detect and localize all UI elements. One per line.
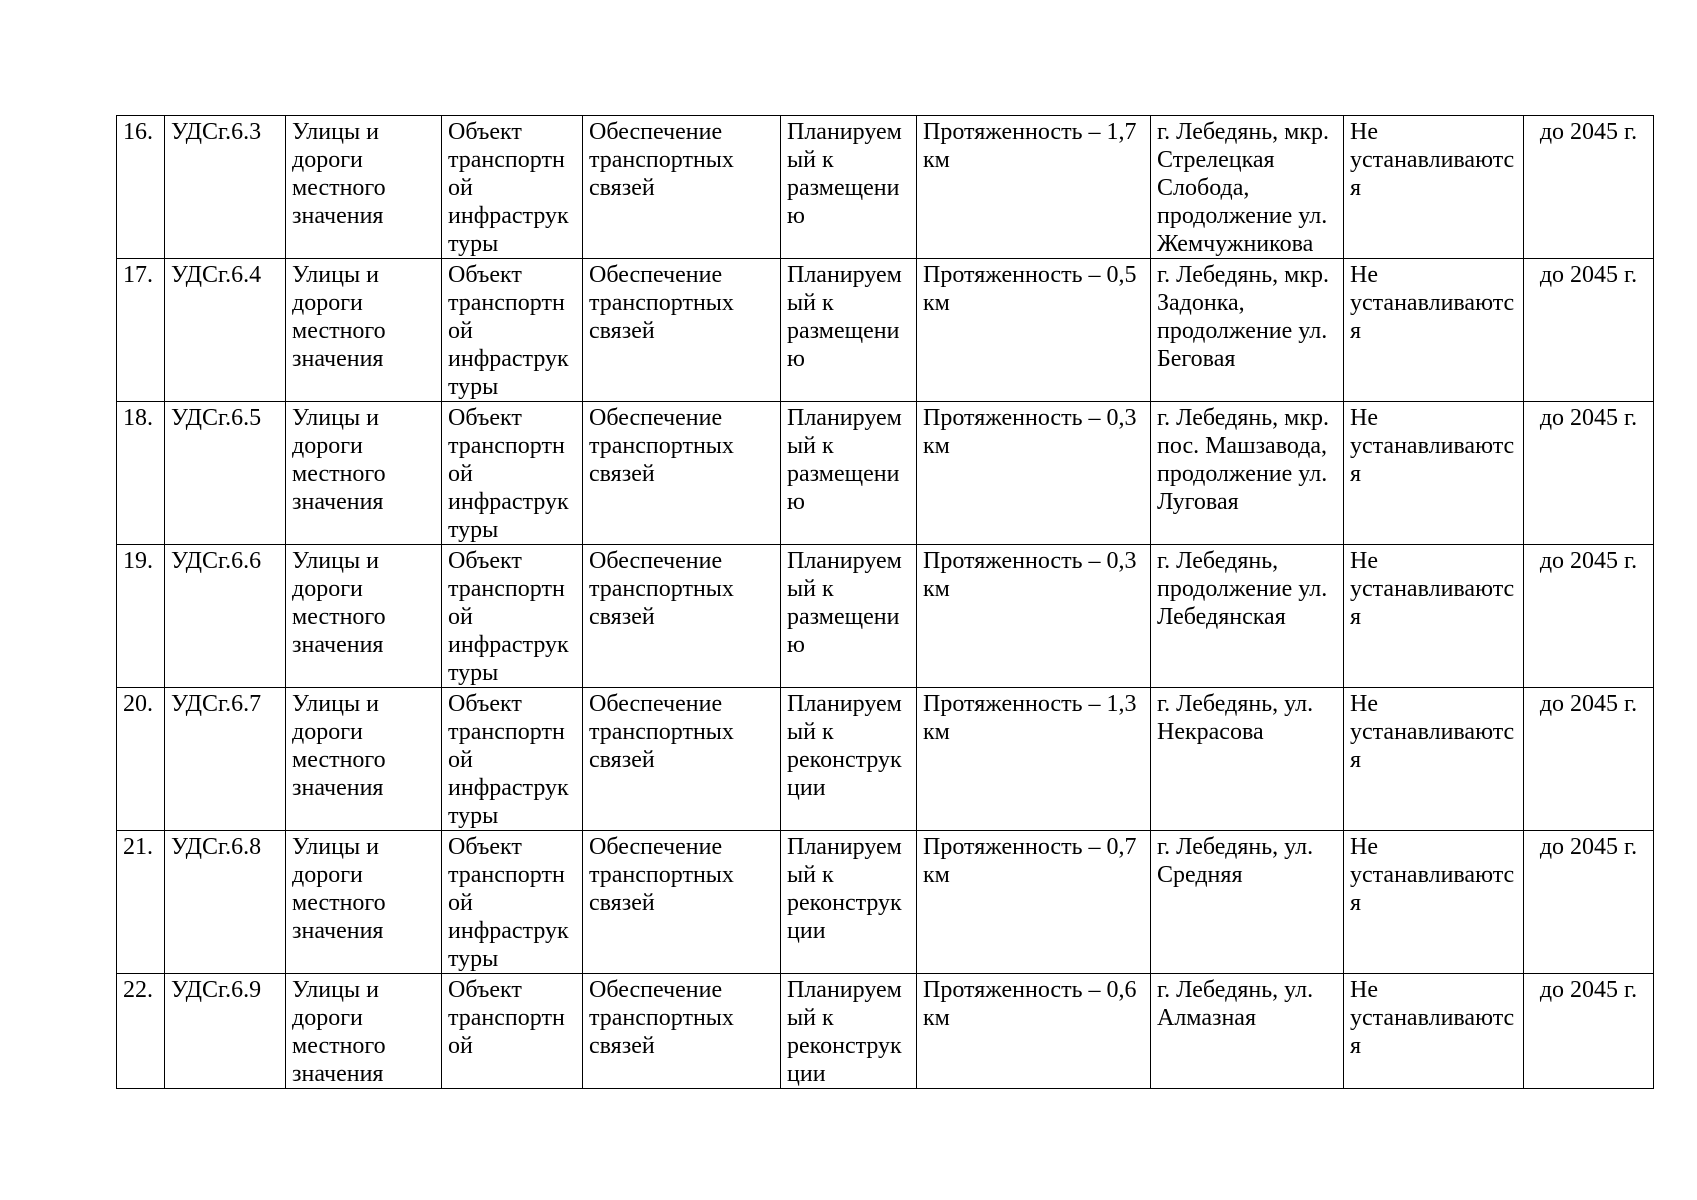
table-row (117, 688, 1654, 831)
cell-name: Улицы и дороги местного значения (286, 831, 442, 974)
cell-location: г. Лебедянь, мкр. пос. Машзавода, продолжение ул. Луговая (1151, 402, 1344, 545)
cell-number: 22. (117, 974, 165, 1089)
cell-zones: Не устанавливаются (1344, 831, 1524, 974)
cell-purpose: Обеспечение транспортных связей (583, 116, 781, 259)
cell-number: 16. (117, 116, 165, 259)
cell-name: Улицы и дороги местного значения (286, 116, 442, 259)
cell-status: Планируемый к реконструкции (781, 688, 917, 831)
cell-number: 18. (117, 402, 165, 545)
table-row (117, 974, 1654, 1089)
cell-term: до 2045 г. (1524, 545, 1654, 688)
cell-term: до 2045 г. (1524, 259, 1654, 402)
cell-characteristics: Протяженность – 0,7 км (917, 831, 1151, 974)
cell-number: 20. (117, 688, 165, 831)
cell-location: г. Лебедянь, ул. Алмазная (1151, 974, 1344, 1089)
cell-status: Планируемый к размещению (781, 116, 917, 259)
cell-zones: Не устанавливаются (1344, 545, 1524, 688)
cell-name: Улицы и дороги местного значения (286, 974, 442, 1089)
cell-name: Улицы и дороги местного значения (286, 402, 442, 545)
cell-characteristics: Протяженность – 0,3 км (917, 545, 1151, 688)
cell-location: г. Лебедянь, ул. Средняя (1151, 831, 1344, 974)
cell-type: Объект транспортной (442, 974, 583, 1089)
cell-name: Улицы и дороги местного значения (286, 259, 442, 402)
cell-term: до 2045 г. (1524, 402, 1654, 545)
cell-code: УДСг.6.7 (165, 688, 286, 831)
cell-number: 21. (117, 831, 165, 974)
cell-code: УДСг.6.6 (165, 545, 286, 688)
cell-purpose: Обеспечение транспортных связей (583, 974, 781, 1089)
cell-term: до 2045 г. (1524, 116, 1654, 259)
cell-status: Планируемый к размещению (781, 259, 917, 402)
cell-purpose: Обеспечение транспортных связей (583, 545, 781, 688)
cell-type: Объект транспортной инфраструктуры (442, 545, 583, 688)
cell-status: Планируемый к реконструкции (781, 831, 917, 974)
cell-characteristics: Протяженность – 0,5 км (917, 259, 1151, 402)
cell-code: УДСг.6.8 (165, 831, 286, 974)
cell-zones: Не устанавливаются (1344, 259, 1524, 402)
cell-status: Планируемый к размещению (781, 545, 917, 688)
cell-name: Улицы и дороги местного значения (286, 688, 442, 831)
cell-name: Улицы и дороги местного значения (286, 545, 442, 688)
cell-location: г. Лебедянь, мкр. Стрелецкая Слобода, продолжение ул. Жемчужникова (1151, 116, 1344, 259)
cell-term: до 2045 г. (1524, 688, 1654, 831)
cell-status: Планируемый к реконструкции (781, 974, 917, 1089)
cell-characteristics: Протяженность – 1,7 км (917, 116, 1151, 259)
objects-table (116, 115, 1654, 1089)
table-row (117, 831, 1654, 974)
cell-characteristics: Протяженность – 0,3 км (917, 402, 1151, 545)
cell-purpose: Обеспечение транспортных связей (583, 831, 781, 974)
cell-code: УДСг.6.4 (165, 259, 286, 402)
cell-zones: Не устанавливаются (1344, 116, 1524, 259)
cell-purpose: Обеспечение транспортных связей (583, 688, 781, 831)
cell-type: Объект транспортной инфраструктуры (442, 116, 583, 259)
cell-purpose: Обеспечение транспортных связей (583, 259, 781, 402)
cell-zones: Не устанавливаются (1344, 402, 1524, 545)
cell-location: г. Лебедянь, продолжение ул. Лебедянская (1151, 545, 1344, 688)
cell-characteristics: Протяженность – 0,6 км (917, 974, 1151, 1089)
cell-type: Объект транспортной инфраструктуры (442, 259, 583, 402)
cell-status: Планируемый к размещению (781, 402, 917, 545)
cell-term: до 2045 г. (1524, 974, 1654, 1089)
table-row (117, 259, 1654, 402)
cell-type: Объект транспортной инфраструктуры (442, 688, 583, 831)
cell-location: г. Лебедянь, ул. Некрасова (1151, 688, 1344, 831)
cell-characteristics: Протяженность – 1,3 км (917, 688, 1151, 831)
cell-zones: Не устанавливаются (1344, 688, 1524, 831)
table-row (117, 116, 1654, 259)
cell-code: УДСг.6.5 (165, 402, 286, 545)
cell-purpose: Обеспечение транспортных связей (583, 402, 781, 545)
cell-type: Объект транспортной инфраструктуры (442, 831, 583, 974)
table-row (117, 402, 1654, 545)
cell-code: УДСг.6.9 (165, 974, 286, 1089)
cell-type: Объект транспортной инфраструктуры (442, 402, 583, 545)
cell-number: 17. (117, 259, 165, 402)
cell-zones: Не устанавливаются (1344, 974, 1524, 1089)
cell-code: УДСг.6.3 (165, 116, 286, 259)
cell-location: г. Лебедянь, мкр. Задонка, продолжение ул. Беговая (1151, 259, 1344, 402)
cell-term: до 2045 г. (1524, 831, 1654, 974)
table-body (117, 116, 1654, 1089)
cell-number: 19. (117, 545, 165, 688)
table-row (117, 545, 1654, 688)
